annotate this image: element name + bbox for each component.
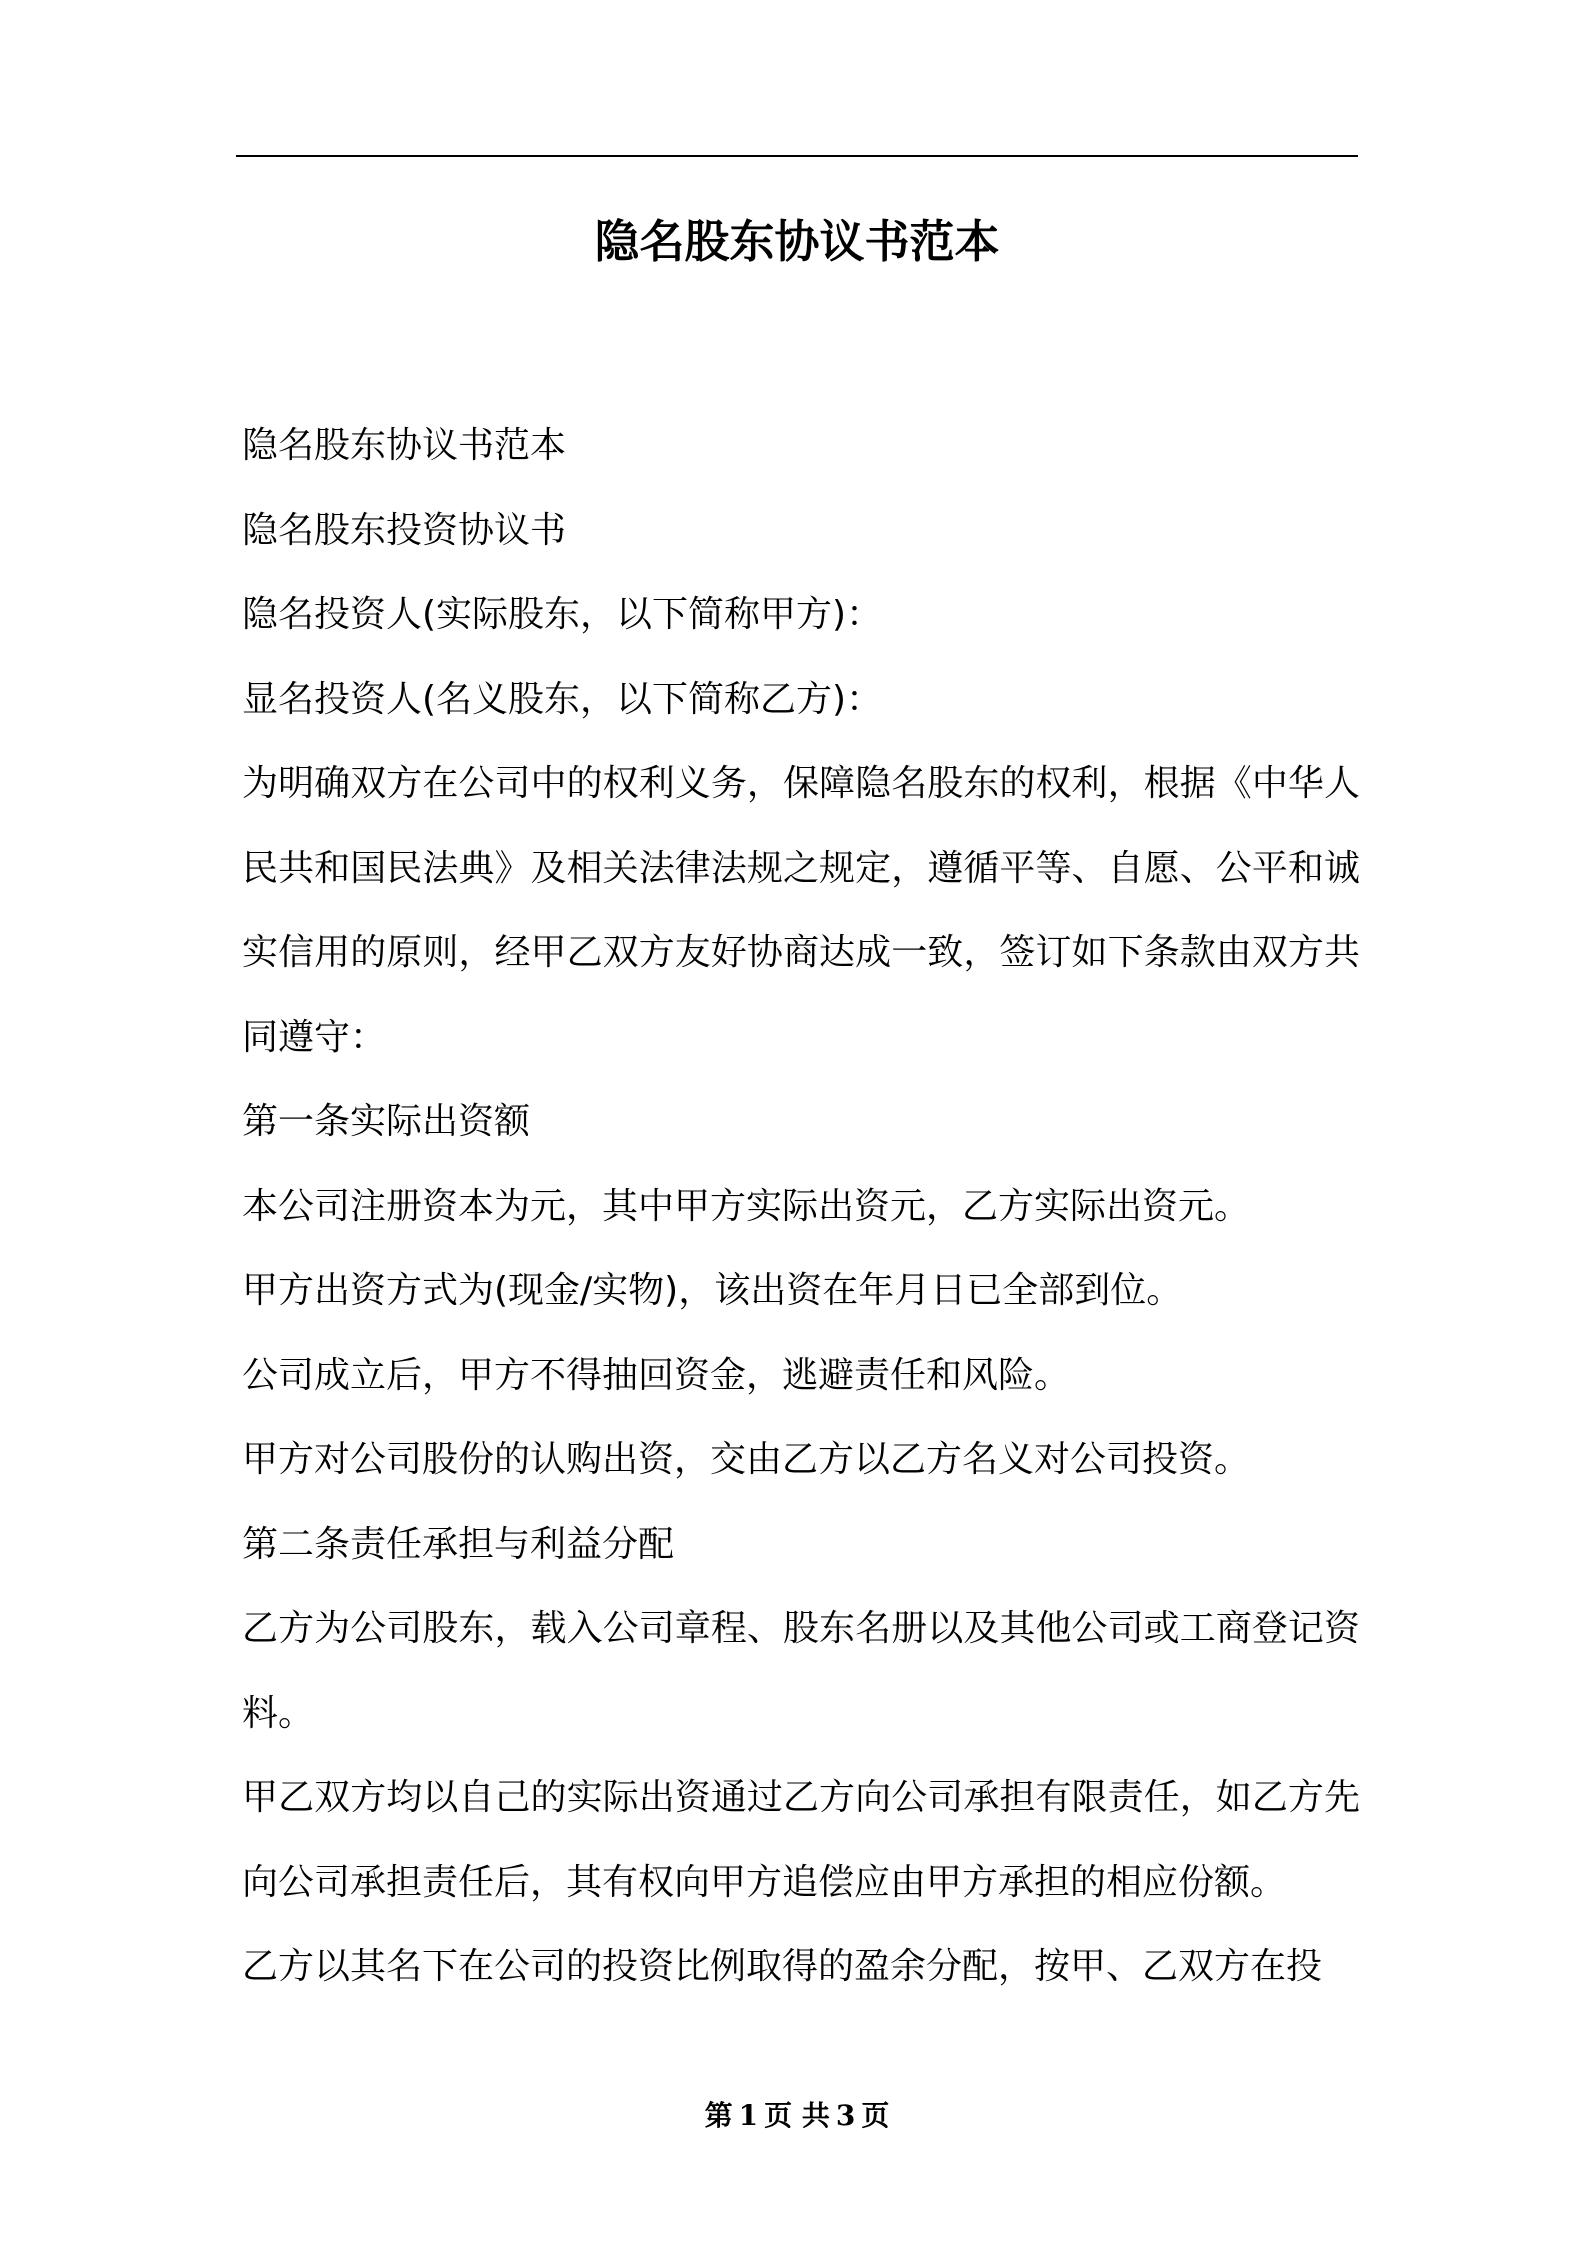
paragraph: 本公司注册资本为元，其中甲方实际出资元，乙方实际出资元。 — [242, 1185, 1251, 1227]
document-title: 隐名股东协议书范本 — [594, 215, 1000, 268]
paragraph: 甲方出资方式为(现金/实物)，该出资在年月日已全部到位。 — [242, 1270, 1183, 1311]
paragraph: 隐名股东投资协议书 — [242, 509, 567, 551]
header-rule — [236, 155, 1358, 157]
footer-prefix: 第 — [704, 2099, 733, 2132]
section-heading: 第二条责任承担与利益分配 — [242, 1523, 675, 1565]
paragraph: 隐名投资人(实际股东，以下简称甲方)： — [242, 594, 883, 635]
footer-page-number: 1 — [738, 2099, 759, 2132]
section-heading: 第一条实际出资额 — [242, 1101, 531, 1142]
paragraph: 为明确双方在公司中的权利义务，保障隐名股东的权利，根据《中华人民共和国民法典》及相关法律法规之规定，遵循平等、自愿、公平和诚实信用的原则，经甲乙双方友好协商达成一致，签订如下条款由双方共同遵守： — [242, 763, 1360, 1058]
footer-middle: 页 共 — [764, 2099, 830, 2132]
footer-suffix: 页 — [861, 2099, 890, 2132]
paragraph: 甲乙双方均以自己的实际出资通过乙方向公司承担有限责任，如乙方先向公司承担责任后，其有权向甲方追偿应由甲方承担的相应份额。 — [242, 1777, 1360, 1903]
page-footer — [236, 2096, 1358, 2136]
document-body — [242, 404, 1360, 2010]
paragraph: 乙方以其名下在公司的投资比例取得的盈余分配，按甲、乙双方在投 — [242, 1946, 1323, 1987]
paragraph: 显名投资人(名义股东，以下简称乙方)： — [242, 678, 883, 720]
footer-total-pages: 3 — [835, 2099, 856, 2132]
paragraph: 乙方为公司股东，载入公司章程、股东名册以及其他公司或工商登记资料。 — [242, 1608, 1360, 1734]
paragraph: 甲方对公司股份的认购出资，交由乙方以乙方名义对公司投资。 — [242, 1439, 1251, 1480]
paragraph: 隐名股东协议书范本 — [242, 425, 567, 466]
paragraph: 公司成立后，甲方不得抽回资金，逃避责任和风险。 — [242, 1354, 1071, 1396]
